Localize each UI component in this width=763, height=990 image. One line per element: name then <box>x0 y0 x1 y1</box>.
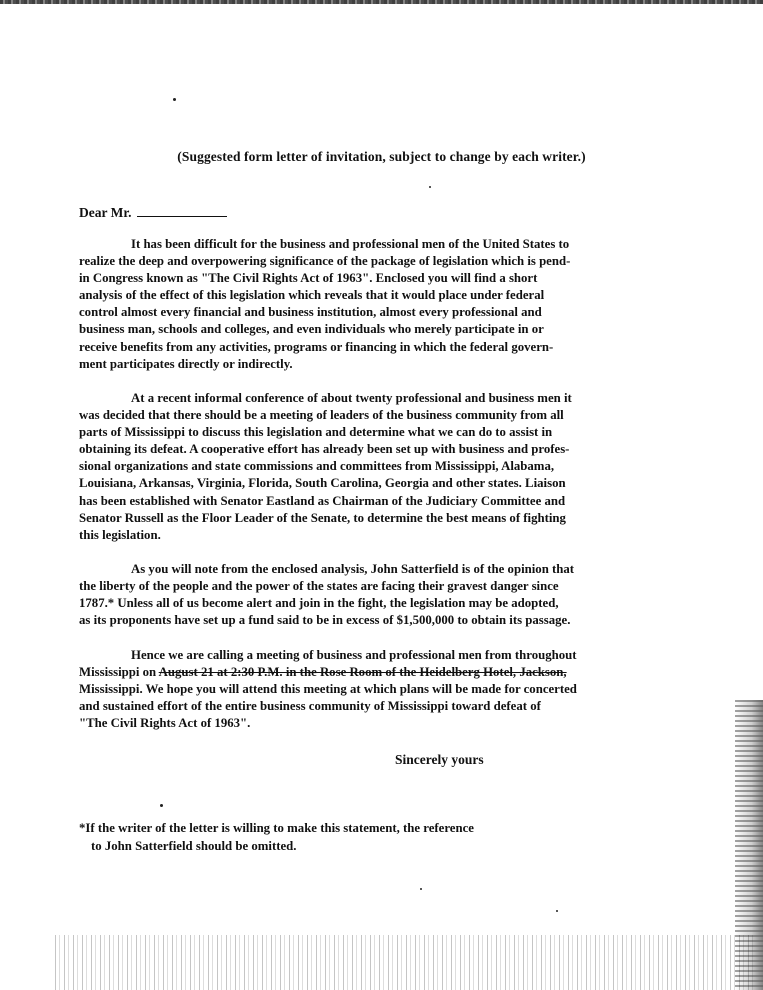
paragraph-line: business man, schools and colleges, and even individuals who merely participate in or <box>79 322 544 337</box>
footnote-line: *If the writer of the letter is willing to make this statement, the reference <box>79 821 474 835</box>
paragraph-line: has been established with Senator Eastland as Chairman of the Judiciary Committee and <box>79 493 566 508</box>
scan-speck <box>420 888 422 890</box>
paragraph-2 <box>79 390 699 544</box>
paragraph-line: realize the deep and overpowering significance of the package of legislation which is pend- <box>79 254 571 269</box>
closing-line: Sincerely yours <box>395 752 484 767</box>
scan-speck <box>556 910 558 912</box>
paragraph-line: Hence we are calling a meeting of business and professional men from throughout <box>131 648 577 662</box>
struck-meeting-details: August 21 at 2:30 P.M. in the Rose Room of the Heidelberg Hotel, Jackson, <box>158 665 567 680</box>
paragraph-line: analysis of the effect of this legislation which reveals that it would place under federal <box>79 288 545 303</box>
scan-speck <box>160 804 163 807</box>
scan-speck <box>429 186 431 188</box>
paragraph-line: as its proponents have set up a fund said to be in excess of $1,500,000 to obtain its passage. <box>79 613 571 628</box>
paragraph-1 <box>79 236 699 373</box>
document-heading: (Suggested form letter of invitation, subject to change by each writer.) <box>177 149 586 164</box>
paragraph-line: 1787.* Unless all of us become alert and join in the fight, the legislation may be adopted, <box>79 596 559 611</box>
paragraph-line: At a recent informal conference of about twenty professional and business men it <box>131 391 572 405</box>
paragraph-line: and sustained effort of the entire business community of Mississippi toward defeat of <box>79 699 541 714</box>
footnote-line: to John Satterfield should be omitted. <box>91 839 297 853</box>
paragraph-line: this legislation. <box>79 527 161 542</box>
paragraph-line: sional organizations and state commissions and committees from Mississippi, Alabama, <box>79 459 555 474</box>
paragraph-line: control almost every financial and business institution, almost every professional and <box>79 305 542 320</box>
paragraph-line: in Congress known as "The Civil Rights Act of 1963". Enclosed you will find a short <box>79 271 538 286</box>
paragraph-line: Senator Russell as the Floor Leader of the Senate, to determine the best means of fighting <box>79 510 566 525</box>
paragraph-line: "The Civil Rights Act of 1963". <box>79 716 251 731</box>
paragraph-4 <box>79 647 699 732</box>
paragraph-line-edited <box>79 664 699 681</box>
paragraph-line: It has been difficult for the business and professional men of the United States to <box>131 237 570 251</box>
paragraph-line: receive benefits from any activities, programs or financing in which the federal govern- <box>79 339 554 354</box>
paragraph-line: the liberty of the people and the power of the states are facing their gravest danger since <box>79 579 559 594</box>
paragraph-line-prefix: Mississippi on <box>79 665 159 680</box>
paragraph-line: obtaining its defeat. A cooperative effort has already been set up with business and profes- <box>79 442 570 457</box>
name-blank-line <box>137 204 227 217</box>
paragraph-line: Louisiana, Arkansas, Virginia, Florida, South Carolina, Georgia and other states. Liaison <box>79 476 566 491</box>
paragraph-line: ment participates directly or indirectly. <box>79 356 293 371</box>
paragraph-3 <box>79 561 699 629</box>
footnote <box>79 819 474 855</box>
paragraph-line: Mississippi. We hope you will attend this meeting at which plans will be made for concerted <box>79 682 577 697</box>
paragraph-line: parts of Mississippi to discuss this legislation and determine what we can do to assist in <box>79 425 553 440</box>
scan-top-edge <box>0 0 763 4</box>
scan-bottom-noise <box>55 935 755 990</box>
paragraph-line: was decided that there should be a meeting of leaders of the business community from all <box>79 408 564 423</box>
salutation-text: Dear Mr. <box>79 205 132 220</box>
scan-speck <box>173 98 176 101</box>
salutation <box>79 204 227 221</box>
paragraph-line: As you will note from the enclosed analysis, John Satterfield is of the opinion that <box>131 562 575 576</box>
